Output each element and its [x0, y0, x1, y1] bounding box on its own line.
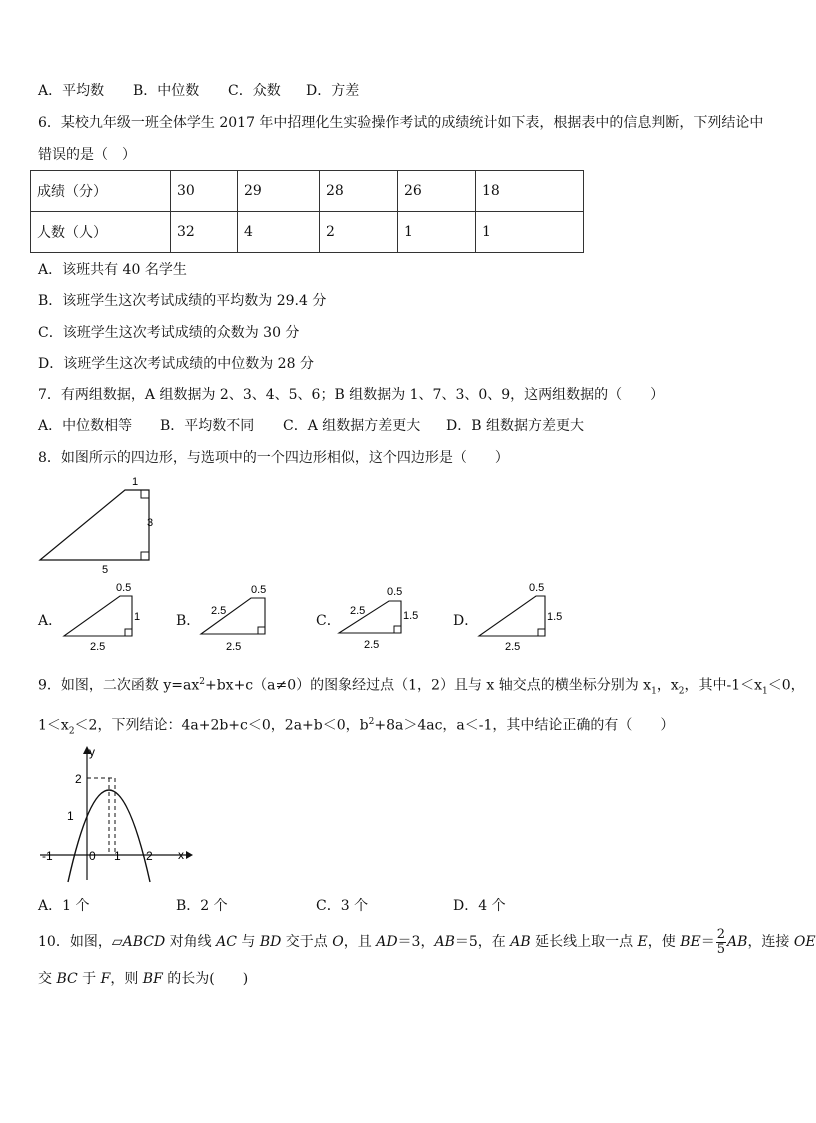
q10-math: BC	[56, 971, 78, 987]
table-cell: 32	[171, 212, 238, 253]
q10-text: ，连接	[747, 934, 794, 950]
fig-label: 2.5	[211, 605, 227, 617]
q9-subscript: 1	[762, 686, 768, 697]
q9-option-c[interactable]: C．3 个	[316, 898, 369, 914]
q8-stem: 8．如图所示的四边形，与选项中的一个四边形相似，这个四边形是（ ）	[38, 450, 509, 466]
q10-text: 10．如图，▱	[38, 934, 123, 950]
main-label-top: 1	[132, 476, 139, 488]
table-cell: 1	[398, 212, 476, 253]
q8-option-b[interactable]: B．	[176, 613, 201, 629]
table-cell: 29	[238, 171, 320, 212]
q10-text: ＝	[700, 934, 715, 950]
tick-label: 2	[75, 772, 82, 786]
q10-text: 延长线上取一点	[530, 934, 638, 950]
q6-option-c[interactable]: C．该班学生这次考试成绩的众数为 30 分	[38, 325, 300, 341]
q9-subscript: 1	[651, 686, 657, 697]
fig-label: 1.5	[547, 611, 563, 623]
q10-math: BD	[259, 934, 282, 950]
fig-label: 1.5	[403, 610, 419, 622]
q9-text: ，x	[656, 677, 679, 694]
q7-option-d[interactable]: D．B 组数据方差更大	[446, 418, 584, 434]
q10-math: AB	[727, 934, 748, 950]
table-cell: 30	[171, 171, 238, 212]
q10-math: O	[332, 934, 344, 950]
q8-option-d[interactable]: D．	[453, 613, 479, 629]
q8-option-a-figure	[58, 580, 148, 655]
table-cell: 18	[476, 171, 584, 212]
q10-text: 对角线	[165, 934, 217, 950]
q10-math: AB	[434, 934, 455, 950]
q8-option-b-figure	[195, 580, 285, 655]
q9-option-a[interactable]: A．1 个	[38, 898, 90, 914]
q9-subscript: 2	[68, 726, 75, 737]
q6-option-d[interactable]: D．该班学生这次考试成绩的中位数为 28 分	[38, 356, 314, 372]
table-cell: 1	[476, 212, 584, 253]
q9-text: +bx+c（a≠0）的图象经过点（1，2）且与 x 轴交点的横坐标分别为 x	[204, 677, 652, 694]
table-cell: 成绩（分）	[31, 171, 171, 212]
table-cell: 26	[398, 171, 476, 212]
q9-superscript: 2	[199, 677, 205, 687]
score-table	[30, 170, 584, 253]
q9-text: ，其中-1＜x	[684, 677, 763, 694]
fig-label: 1	[134, 611, 141, 623]
y-axis-label: y	[89, 745, 95, 759]
q10-math: AC	[216, 934, 237, 950]
fig-label: 2.5	[350, 605, 366, 617]
q9-subscript: 2	[678, 686, 685, 697]
q10-math: AD	[376, 934, 398, 950]
q7-option-a[interactable]: A．中位数相等	[38, 418, 133, 434]
q9-option-d[interactable]: D．4 个	[453, 898, 506, 914]
fig-label: 0.5	[116, 582, 132, 594]
tick-label: 2	[146, 849, 153, 863]
q9-parabola-graph	[36, 742, 196, 884]
q6-option-a[interactable]: A．该班共有 40 名学生	[38, 262, 187, 278]
q8-option-a[interactable]: A．	[38, 613, 63, 629]
q10-stem-line1	[38, 924, 816, 960]
fig-label: 0.5	[251, 584, 267, 596]
q10-stem-line2	[38, 970, 248, 988]
q10-text: 的长为( )	[162, 971, 249, 987]
q10-math: E	[637, 934, 648, 950]
fraction-numerator: 2	[716, 926, 726, 942]
q10-text: ，使	[647, 934, 681, 950]
fig-label: 2.5	[90, 641, 106, 653]
q10-text: 交于点	[281, 934, 333, 950]
table-row	[31, 171, 584, 212]
q5-option-c[interactable]: C．众数	[228, 83, 281, 99]
right-angle-mark	[141, 490, 149, 498]
main-quad-shape	[40, 490, 149, 560]
q10-math: BF	[142, 971, 163, 987]
q8-option-c-figure	[335, 580, 425, 655]
q10-math: AB	[510, 934, 531, 950]
q7-option-b[interactable]: B．平均数不同	[160, 418, 255, 434]
q8-option-c[interactable]: C．	[316, 613, 341, 629]
q9-text: 9．如图，二次函数 y=ax	[38, 677, 200, 694]
fig-label: 2.5	[364, 639, 380, 651]
q10-math: ABCD	[122, 934, 166, 950]
q9-text: 1＜x	[38, 717, 69, 734]
fig-label: 2.5	[226, 641, 242, 653]
q9-text: ＜2，下列结论：4a+2b+c＜0，2a+b＜0，b	[74, 717, 369, 734]
q7-option-c[interactable]: C．A 组数据方差更大	[283, 418, 421, 434]
tick-label: 1	[114, 849, 121, 863]
q10-text: ＝3，	[397, 934, 435, 950]
q10-text: 于	[77, 971, 101, 987]
q9-text: ＜0，	[767, 677, 805, 694]
q10-math: F	[100, 971, 111, 987]
q10-text: 与	[236, 934, 260, 950]
main-label-right: 3	[147, 517, 154, 529]
q10-text: ，且	[343, 934, 377, 950]
fraction-denominator: 5	[716, 941, 726, 957]
q9-option-b[interactable]: B．2 个	[176, 898, 228, 914]
q10-text: 交	[38, 971, 57, 987]
fig-label: 2.5	[505, 641, 521, 653]
table-cell: 4	[238, 212, 320, 253]
x-axis-arrow	[186, 851, 193, 859]
q10-text: ＝5，在	[454, 934, 511, 950]
fig-label: 0.5	[529, 582, 545, 594]
q7-stem: 7．有两组数据，A 组数据为 2、3、4、5、6；B 组数据为 1、7、3、0、9，这两组数据的（ ）	[38, 387, 665, 403]
q10-text: ，则	[110, 971, 143, 987]
fraction	[716, 928, 726, 957]
q10-math: BE	[680, 934, 701, 950]
q6-option-b[interactable]: B．该班学生这次考试成绩的平均数为 29.4 分	[38, 293, 327, 309]
table-cell: 2	[320, 212, 398, 253]
q8-main-quadrilateral	[30, 470, 170, 580]
q8-option-d-figure	[473, 580, 573, 655]
q6-stem-line1: 6．某校九年级一班全体学生 2017 年中招理化生实验操作考试的成绩统计如下表，根据表中的信息判断，下列结论中	[38, 115, 764, 131]
tick-label: -1	[42, 849, 53, 863]
table-cell: 28	[320, 171, 398, 212]
q6-stem-line2: 错误的是（ ）	[38, 147, 136, 163]
q9-stem-line2	[38, 713, 674, 740]
main-label-bottom: 5	[102, 564, 109, 576]
q9-superscript: 2	[368, 717, 375, 727]
q5-option-d[interactable]: D．方差	[306, 83, 360, 99]
fig-label: 0.5	[387, 586, 403, 598]
q9-stem-line1	[38, 673, 805, 700]
q9-text: +8a＞4ac，a＜-1，其中结论正确的有（ ）	[374, 717, 675, 734]
q5-option-b[interactable]: B．中位数	[133, 83, 200, 99]
q10-math: OE	[793, 934, 816, 950]
table-row	[31, 212, 584, 253]
tick-label: 0	[89, 849, 96, 863]
q5-option-a[interactable]: A．平均数	[38, 83, 105, 99]
x-axis-label: x	[178, 848, 184, 862]
tick-label: 1	[67, 809, 74, 823]
right-angle-mark	[141, 552, 149, 560]
table-cell: 人数（人）	[31, 212, 171, 253]
